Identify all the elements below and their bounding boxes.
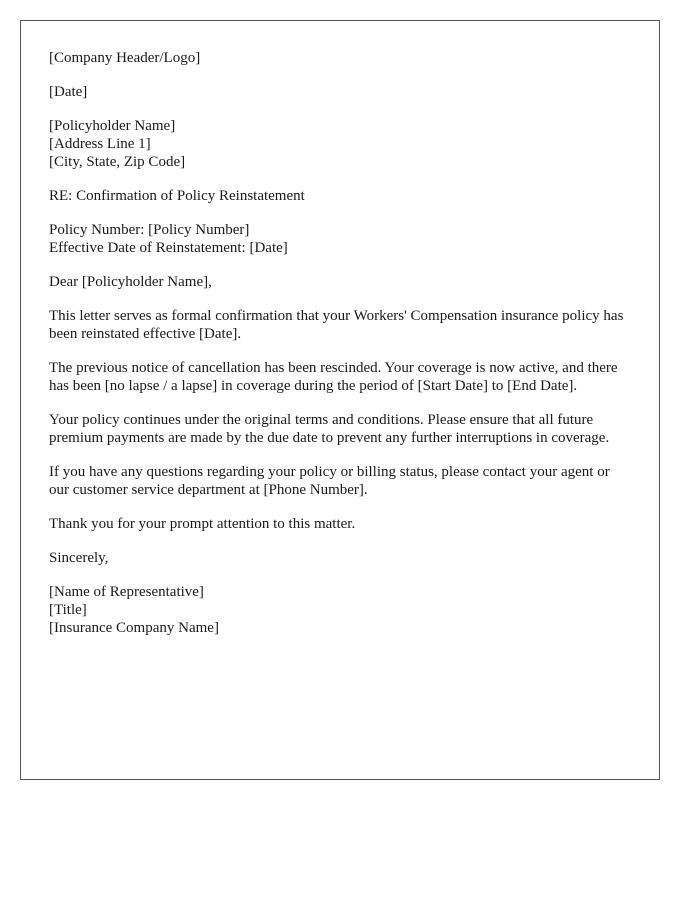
signature-company: [Insurance Company Name]: [49, 620, 219, 636]
signature-block: [49, 583, 631, 637]
effective-date: Effective Date of Reinstatement: [Date]: [49, 240, 288, 256]
company-header: [49, 49, 631, 67]
recipient-name: [Policyholder Name]: [49, 118, 176, 134]
date-text: [Date]: [49, 84, 88, 100]
recipient-address: [49, 117, 631, 171]
salutation: [49, 273, 631, 291]
company-header-text: [Company Header/Logo]: [49, 50, 201, 66]
subject-text: RE: Confirmation of Policy Reinstatement: [49, 188, 305, 204]
body-paragraph-terms: Your policy continues under the original terms and conditions. Please ensure that all future premium payments are made by the due date to prevent any further interruptions in coverage.: [49, 412, 610, 446]
subject-line: [49, 187, 631, 205]
policy-number: Policy Number: [Policy Number]: [49, 222, 250, 238]
closing-text: Sincerely,: [49, 550, 109, 566]
body-paragraph-thanks: Thank you for your prompt attention to this matter.: [49, 516, 356, 532]
signature-title: [Title]: [49, 602, 87, 618]
closing: [49, 549, 631, 567]
body-paragraph-contact: If you have any questions regarding your policy or billing status, please contact your agent or our customer service department at [Phone Number].: [49, 464, 610, 498]
letter-date: [49, 83, 631, 101]
body-paragraph-confirmation: This letter serves as formal confirmation that your Workers' Compensation insurance policy has been reinstated effective [Date].: [49, 308, 624, 342]
letter-page: [20, 20, 660, 780]
body-paragraph-coverage: The previous notice of cancellation has been rescinded. Your coverage is now active, and there has been [no lapse / a lapse] in coverage during the period of [Start Date] to [End Date].: [49, 360, 618, 394]
policy-details: [49, 221, 631, 257]
signature-name: [Name of Representative]: [49, 584, 204, 600]
recipient-address-line-1: [Address Line 1]: [49, 136, 151, 152]
recipient-city-state-zip: [City, State, Zip Code]: [49, 154, 186, 170]
salutation-text: Dear [Policyholder Name],: [49, 274, 212, 290]
